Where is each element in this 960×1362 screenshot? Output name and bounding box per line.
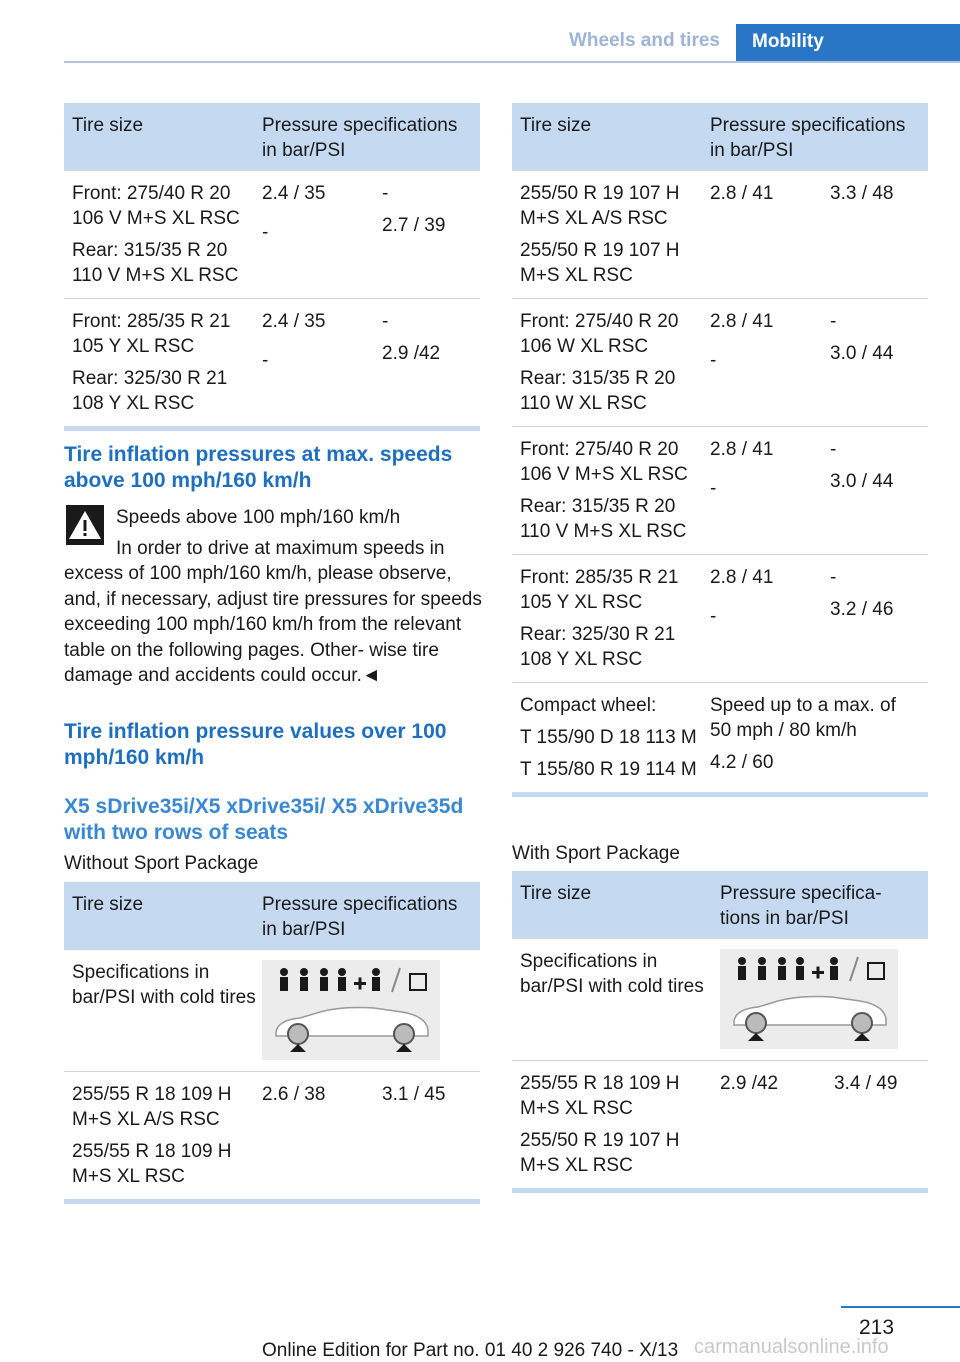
table-end-rule (64, 426, 480, 431)
pressure-value: - (382, 311, 389, 332)
table-header (512, 103, 928, 171)
pressure-value: 3.4 / 49 (834, 1073, 898, 1094)
pressure-value: - (710, 478, 717, 499)
header-chapter-tab[interactable]: Mobility (736, 24, 960, 62)
tire-size: Rear: 315/35 R 20 110 V M+S XL RSC (72, 240, 239, 286)
table-row-compact-wheel (512, 683, 928, 792)
pressure-value: 4.2 / 60 (710, 752, 774, 773)
pressure-value: - (262, 350, 269, 371)
left-top-pressure-table (64, 103, 480, 431)
tire-size: T 155/90 D 18 113 M (520, 727, 697, 748)
table-row (64, 950, 480, 1072)
table-row (64, 299, 480, 426)
pressure-value: 2.4 / 35 (262, 183, 326, 204)
pressure-value: - (710, 606, 717, 627)
spec-label: Specifications in bar/PSI with cold tires (520, 951, 704, 997)
without-sport-package-label: Without Sport Package (64, 853, 259, 874)
header-pressure: Pressure specifications in bar/PSI (262, 894, 458, 940)
header-pressure: Pressure specifications in bar/PSI (710, 115, 906, 161)
table-row (512, 427, 928, 555)
warning-triangle-icon (66, 505, 104, 545)
pressure-value: 2.6 / 38 (262, 1084, 326, 1105)
pressure-value: 2.8 / 41 (710, 183, 774, 204)
table-row (512, 939, 928, 1061)
left-bottom-pressure-table (64, 882, 480, 1204)
tire-size: Front: 275/40 R 20 106 V M+S XL RSC (72, 183, 240, 229)
warning-title: Speeds above 100 mph/160 km/h (116, 507, 401, 528)
pressure-value: - (710, 350, 717, 371)
pressure-value: 3.1 / 45 (382, 1084, 446, 1105)
compact-speed-limit: Speed up to a max. of 50 mph / 80 km/h (710, 695, 896, 741)
pressure-value: - (382, 183, 389, 204)
pressure-value: - (262, 222, 269, 243)
pressure-value: 3.0 / 44 (830, 471, 894, 492)
page-number: 213 (859, 1316, 895, 1339)
tire-size: 255/55 R 18 109 H M+S XL RSC (520, 1073, 680, 1119)
header-section-title: Wheels and tires (569, 30, 720, 51)
edition-footer: Online Edition for Part no. 01 40 2 926 740 - X/13 (262, 1340, 679, 1361)
pressure-value: 2.7 / 39 (382, 215, 446, 236)
tire-size: Rear: 315/35 R 20 110 V M+S XL RSC (520, 496, 687, 542)
right-top-pressure-table (512, 103, 928, 797)
heading-max-speed-pressures: Tire inflation pressures at max. speeds above 100 mph/160 km/h (64, 443, 453, 492)
tire-size: Front: 275/40 R 20 106 W XL RSC (520, 311, 679, 357)
tire-size: 255/50 R 19 107 H M+S XL RSC (520, 240, 680, 286)
table-row (512, 555, 928, 683)
right-bottom-pressure-table (512, 871, 928, 1193)
pressure-value: - (830, 439, 837, 460)
table-end-rule (512, 1188, 928, 1193)
pressure-value: 3.0 / 44 (830, 343, 894, 364)
tire-size: Front: 285/35 R 21 105 Y XL RSC (72, 311, 231, 357)
pressure-value: 2.8 / 41 (710, 311, 774, 332)
vehicle-load-icon (720, 949, 898, 1049)
vehicle-load-icon (262, 960, 440, 1060)
tire-size: Rear: 325/30 R 21 108 Y XL RSC (72, 368, 228, 414)
header-pressure: Pressure specifications in bar/PSI (262, 115, 458, 161)
header-tire-size: Tire size (520, 883, 592, 904)
spec-label: Specifications in bar/PSI with cold tires (72, 962, 256, 1008)
table-end-rule (512, 792, 928, 797)
watermark: carmanualsonline.info (694, 1336, 889, 1358)
table-row (512, 1061, 928, 1188)
tire-size: 255/55 R 18 109 H M+S XL RSC (72, 1141, 232, 1187)
tire-size: Rear: 315/35 R 20 110 W XL RSC (520, 368, 676, 414)
table-header (64, 103, 480, 171)
header-rule (64, 61, 960, 63)
table-header (512, 871, 928, 939)
header-tire-size: Tire size (520, 115, 592, 136)
pressure-value: 3.2 / 46 (830, 599, 894, 620)
with-sport-package-label: With Sport Package (512, 843, 680, 864)
pressure-value: - (830, 567, 837, 588)
table-row (64, 1072, 480, 1199)
tire-size: Front: 275/40 R 20 106 V M+S XL RSC (520, 439, 688, 485)
tire-size: Rear: 325/30 R 21 108 Y XL RSC (520, 624, 676, 670)
table-row (512, 299, 928, 427)
tire-size: Front: 285/35 R 21 105 Y XL RSC (520, 567, 679, 613)
page-number-rule (841, 1306, 960, 1308)
table-end-rule (64, 1199, 480, 1204)
table-row (64, 171, 480, 299)
warning-body: excess of 100 mph/160 km/h, please observe, and, if necessary, adjust tire pressures for speeds exceeding 100 mph/160 km/h from the relevant table on the following pages. Other- wise tire damage and accidents could occur.◄ (64, 563, 482, 686)
table-row (512, 171, 928, 299)
table-header (64, 882, 480, 950)
pressure-value: 2.8 / 41 (710, 567, 774, 588)
heading-pressure-values: Tire inflation pressure values over 100 mph/160 km/h (64, 720, 447, 769)
warning-first-line: In order to drive at maximum speeds in (116, 538, 445, 559)
pressure-value: 2.9 /42 (382, 343, 441, 364)
tire-size: 255/50 R 19 107 H M+S XL RSC (520, 1130, 680, 1176)
compact-wheel-label: Compact wheel: (520, 695, 657, 716)
header-tire-size: Tire size (72, 115, 144, 136)
pressure-value: 2.8 / 41 (710, 439, 774, 460)
pressure-value: - (830, 311, 837, 332)
subheading-models: X5 sDrive35i/X5 xDrive35i/ X5 xDrive35d with two rows of seats (64, 795, 464, 844)
tire-size: 255/50 R 19 107 H M+S XL A/S RSC (520, 183, 680, 229)
pressure-value: 2.4 / 35 (262, 311, 326, 332)
tire-size: 255/55 R 18 109 H M+S XL A/S RSC (72, 1084, 232, 1130)
tire-size: T 155/80 R 19 114 M (520, 759, 697, 780)
pressure-value: 2.9 /42 (720, 1073, 779, 1094)
pressure-value: 3.3 / 48 (830, 183, 894, 204)
header-pressure: Pressure specifica- tions in bar/PSI (720, 883, 882, 929)
header-tire-size: Tire size (72, 894, 144, 915)
